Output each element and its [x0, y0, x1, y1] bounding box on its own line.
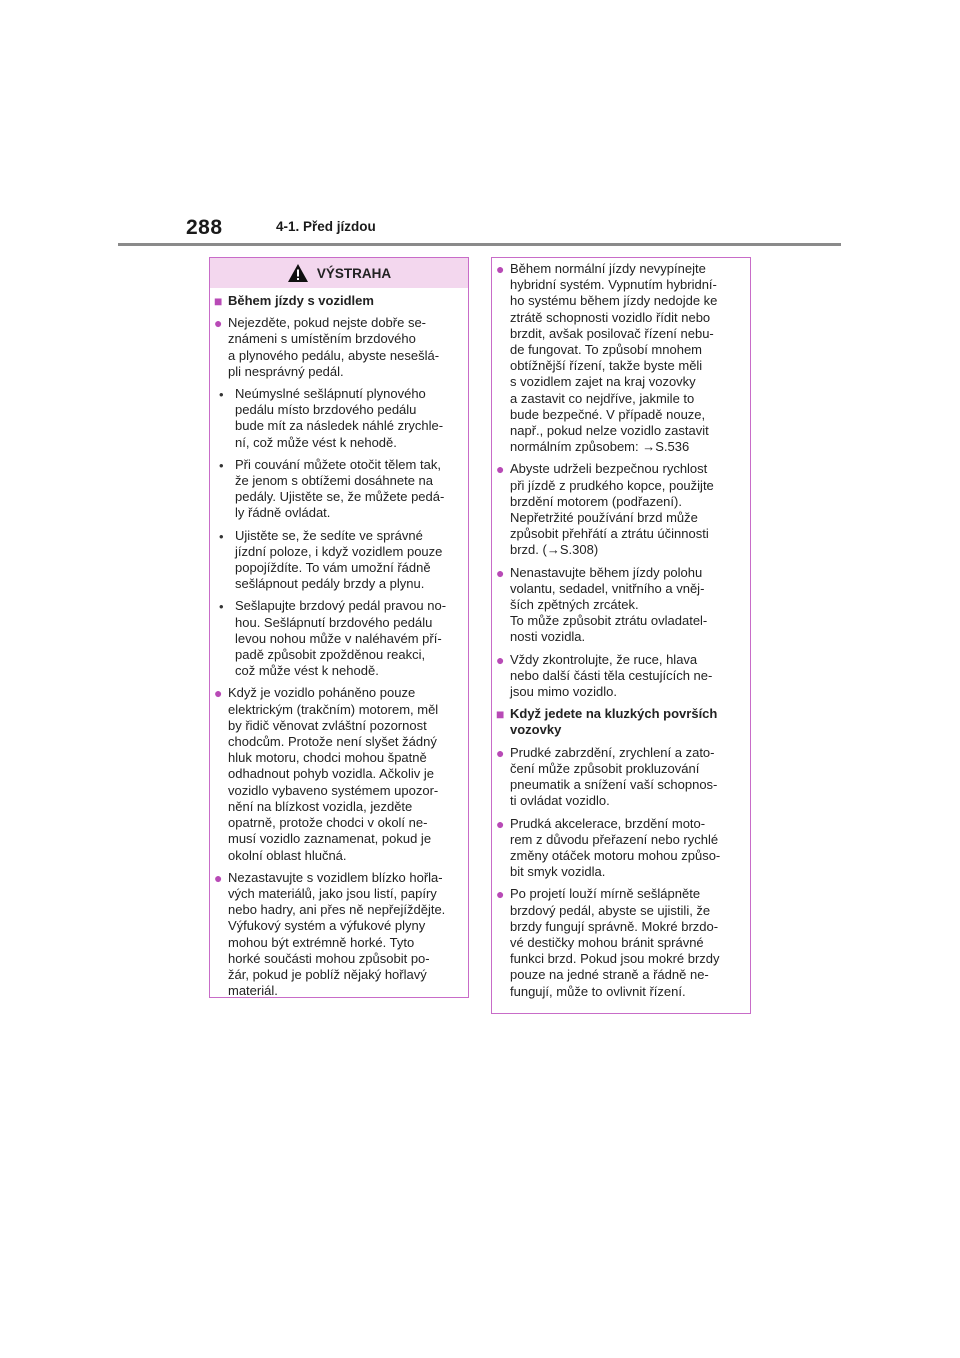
warning-triangle-icon	[287, 263, 309, 283]
text-line: Ujistěte se, že sedíte ve správné	[235, 527, 423, 543]
text-line: brzd. (→S.308)	[510, 542, 599, 558]
text-line: při jízdě z prudkého kopce, použijte	[510, 477, 714, 493]
text-line: ších zpětných zrcátek.	[510, 597, 639, 613]
text-line: materiál.	[228, 983, 278, 999]
text-line: normálním způsobem: →S.536	[510, 439, 690, 455]
warning-body-right	[492, 258, 750, 1000]
section-heading	[496, 706, 746, 738]
text-line: volantu, sedadel, vnitřního a vněj-	[510, 580, 705, 596]
text-line: hluk motoru, chodci mohou špatně	[228, 750, 427, 766]
circle-bullet-icon: ●	[214, 315, 223, 332]
text-line: vé destičky mohou bránit správné	[510, 934, 704, 950]
text-line: nebo další části těla cestujících ne-	[510, 667, 713, 683]
list-item	[496, 565, 746, 646]
circle-bullet-icon: ●	[496, 744, 505, 761]
text-line: sešlápnout pedály brzdy a plynu.	[235, 576, 425, 592]
text-line: čení může způsobit prokluzování	[510, 760, 700, 776]
text-line: rem z důvodu přeřazení nebo rychlé	[510, 831, 719, 847]
text-line: a zastavit co nejdříve, jakmile to	[510, 390, 695, 406]
circle-bullet-icon: ●	[496, 815, 505, 832]
text-line: chodcům. Protože není slyšet žádný	[228, 734, 437, 750]
text-line: žár, pokud je poblíž nějaký hořlavý	[228, 966, 427, 982]
text-line: pouze na jedné straně a řádně ne-	[510, 967, 709, 983]
text-line: horké součásti mohou způsobit po-	[228, 950, 430, 966]
text-line: což může vést k nehodě.	[235, 663, 379, 679]
text-line: pedálu místo brzdového pedálu	[235, 402, 417, 418]
page-number: 288	[186, 216, 223, 239]
text-line: hybridní systém. Vypnutím hybridní-	[510, 277, 717, 293]
text-line: Během normální jízdy nevypínejte	[510, 261, 706, 276]
list-item	[496, 745, 746, 810]
text-line: by řidič věnovat zvláštní pozornost	[228, 717, 427, 733]
text-line: Po projetí louží mírně sešlápněte	[510, 886, 701, 902]
section-title: 4-1. Před jízdou	[276, 219, 376, 234]
square-bullet-icon: ■	[214, 293, 223, 309]
sub-list-item	[216, 528, 464, 593]
warning-box-right	[491, 257, 751, 1014]
text-line: musí vozidlo zaznamenat, pokud je	[228, 831, 432, 847]
text-line: Abyste udrželi bezpečnou rychlost	[510, 461, 708, 477]
text-line: nosti vozidla.	[510, 629, 586, 645]
text-line: Vždy zkontrolujte, že ruce, hlava	[510, 651, 698, 667]
list-item	[496, 461, 746, 558]
circle-bullet-icon: ●	[496, 651, 505, 668]
text-line: elektrickým (trakčním) motorem, měl	[228, 701, 439, 717]
text-line: bude bezpečné. V případě nouze,	[510, 406, 706, 422]
text-line: změny otáček motoru mohou způso-	[510, 847, 721, 863]
text-line: Při couvání můžete otočit tělem tak,	[235, 456, 441, 472]
sub-list-item	[216, 386, 464, 451]
text-line: Nejezděte, pokud nejste dobře se-	[228, 315, 427, 331]
text-line: ly řádně ovládat.	[235, 505, 331, 521]
text-line: pneumatik a snížení vaší schopnos-	[510, 777, 718, 793]
text-line: nění na blízkost vozidla, jezděte	[228, 798, 413, 814]
text-line: jízdní poloze, i když vozidlem pouze	[235, 543, 443, 559]
text-line: popojíždíte. To vám umožní řádně	[235, 560, 431, 576]
text-line: To může způsobit ztrátu ovladatel-	[510, 613, 708, 629]
text-line: Prudká akcelerace, brzdění moto-	[510, 815, 706, 831]
text-line: Prudké zabrzdění, zrychlení a zato-	[510, 744, 715, 760]
text-line: levou nohou může v naléhavém pří-	[235, 630, 442, 646]
dot-bullet-icon: •	[219, 387, 224, 403]
list-item	[214, 685, 464, 863]
text-line: Nezastavujte s vozidlem blízko hořla-	[228, 869, 443, 885]
dot-bullet-icon: •	[219, 528, 224, 544]
text-line: způsobit přehřátí a ztrátu účinnosti	[510, 526, 709, 542]
text-line: bit smyk vozidla.	[510, 864, 606, 880]
text-line: fungují, může to ovlivnit řízení.	[510, 983, 686, 999]
warning-box-left	[209, 257, 469, 998]
text-line: obtížnější řízení, takže byste měli	[510, 358, 703, 374]
circle-bullet-icon: ●	[214, 869, 223, 886]
text-line: s vozidlem zajet na kraj vozovky	[510, 374, 696, 390]
text-line: ho systému během jízdy nedojde ke	[510, 293, 718, 309]
text-line: opatrně, protože chodci v okolí ne-	[228, 815, 428, 831]
text-line: odhadnout pohyb vozidla. Ačkoliv je	[228, 766, 434, 782]
warning-header	[210, 258, 468, 288]
text-line: mohou být extrémně horké. Tyto	[228, 934, 415, 950]
text-line: Nenastavujte během jízdy polohu	[510, 564, 703, 580]
list-item	[496, 886, 746, 999]
text-line: Během jízdy s vozidlem	[228, 293, 374, 308]
square-bullet-icon: ■	[496, 706, 505, 723]
list-item	[496, 816, 746, 881]
circle-bullet-icon: ●	[496, 261, 505, 277]
text-line: známeni s umístěním brzdového	[228, 331, 416, 347]
warning-body-left	[210, 288, 468, 999]
text-line: de fungovat. To způsobí mnohem	[510, 342, 702, 358]
text-line: brzdění motorem (podřazení).	[510, 493, 682, 509]
text-line: vých materiálů, jako jsou listí, papíry	[228, 885, 437, 901]
text-line: bude mít za následek náhlé zrychle-	[235, 418, 444, 434]
text-line: brzdit, avšak posilovač řízení nebu-	[510, 325, 714, 341]
list-item	[214, 870, 464, 1000]
text-line: Výfukový systém a výfukové plyny	[228, 918, 426, 934]
text-line: hou. Sešlápnutí brzdového pedálu	[235, 614, 433, 630]
circle-bullet-icon: ●	[496, 461, 505, 478]
circle-bullet-icon: ●	[496, 886, 505, 903]
text-line: pedály. Ujistěte se, že můžete pedá-	[235, 489, 445, 505]
text-line: pli nesprávný pedál.	[228, 363, 344, 379]
text-line: Když je vozidlo poháněno pouze	[228, 685, 416, 701]
text-line: vozidlo vybaveno systémem upozor-	[228, 782, 439, 798]
warning-title: VÝSTRAHA	[316, 265, 392, 281]
sub-list-item	[216, 457, 464, 522]
text-line: ti ovládat vozidlo.	[510, 793, 610, 809]
text-line: že jenom s obtížemi dosáhnete na	[235, 473, 434, 489]
text-line: okolní oblast hlučná.	[228, 847, 347, 863]
dot-bullet-icon: •	[219, 599, 224, 615]
text-line: Nepřetržité používání brzd může	[510, 510, 698, 526]
text-line: ní, což může vést k nehodě.	[235, 434, 397, 450]
text-line: Sešlapujte brzdový pedál pravou no-	[235, 598, 447, 614]
list-item	[214, 315, 464, 380]
text-line: jsou mimo vozidlo.	[510, 684, 617, 700]
text-line: padě způsobit zpožděnou reakci,	[235, 647, 426, 663]
text-line: nebo hadry, ani přes ně nepřejíždějte.	[228, 902, 446, 918]
circle-bullet-icon: ●	[496, 564, 505, 581]
text-line: Když jedete na kluzkých površích	[510, 706, 718, 722]
section-heading	[214, 293, 464, 309]
text-line: brzdy fungují správně. Mokré brzdo-	[510, 918, 719, 934]
dot-bullet-icon: •	[219, 457, 224, 473]
sub-list-item	[216, 598, 464, 679]
circle-bullet-icon: ●	[214, 685, 223, 702]
text-line: brzdový pedál, abyste se ujistili, že	[510, 902, 711, 918]
text-line: Neúmyslné sešlápnutí plynového	[235, 386, 426, 402]
text-line: funkci brzd. Pokud jsou mokré brzdy	[510, 951, 720, 967]
text-line: např., pokud nelze vozidlo zastavit	[510, 423, 709, 439]
text-line: vozovky	[510, 722, 562, 738]
list-item	[496, 261, 746, 455]
list-item	[496, 652, 746, 701]
text-line: ztrátě schopnosti vozidlo řídit nebo	[510, 309, 711, 325]
page-header	[0, 0, 960, 250]
header-divider	[118, 243, 841, 246]
text-line: a plynového pedálu, abyste nesešlá-	[228, 347, 440, 363]
